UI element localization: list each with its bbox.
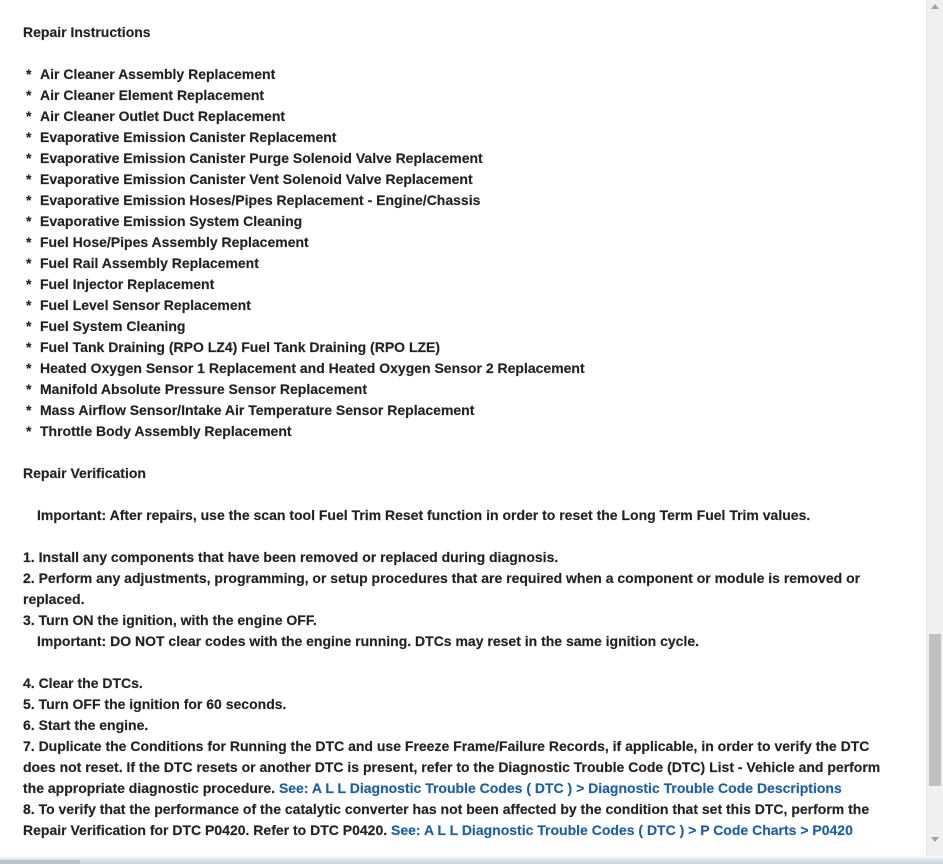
repair-verification-heading: Repair Verification	[23, 465, 146, 481]
repair-instruction-label: Throttle Body Assembly Replacement	[40, 423, 292, 439]
dtc-descriptions-link[interactable]: See: A L L Diagnostic Trouble Codes ( DTC ) > Diagnostic Trouble Code Descriptions	[278, 780, 842, 796]
horizontal-scrollbar[interactable]	[0, 856, 943, 864]
repair-instruction-label: Air Cleaner Outlet Duct Replacement	[40, 108, 286, 124]
asterisk-bullet-icon: *	[26, 213, 32, 229]
verification-step-7	[23, 736, 903, 799]
repair-instruction-label: Evaporative Emission Canister Replacement	[40, 129, 337, 145]
asterisk-bullet-icon: *	[26, 297, 32, 313]
important-note-fuel-trim: Important: After repairs, use the scan tool Fuel Trim Reset function in order to reset the Long Term Fuel Trim values.	[37, 507, 811, 523]
asterisk-bullet-icon: *	[26, 339, 32, 355]
repair-instruction-item	[23, 169, 903, 190]
step-7-text: 7. Duplicate the Conditions for Running the DTC and use Freeze Frame/Failure Records, if applicable, in order to verify the DTC does not reset. If the DTC resets or another DTC is present, refer to the Diagnostic Trouble Code (DTC) List - Vehicle and perform the appropriate diagnostic procedure.	[23, 738, 881, 796]
verification-step: 5. Turn OFF the ignition for 60 seconds.	[23, 696, 287, 712]
asterisk-bullet-icon: *	[26, 108, 32, 124]
asterisk-bullet-icon: *	[26, 171, 32, 187]
repair-instructions-heading: Repair Instructions	[23, 24, 151, 40]
asterisk-bullet-icon: *	[26, 255, 32, 271]
repair-instruction-item	[23, 85, 903, 106]
verification-step: 1. Install any components that have been removed or replaced during diagnosis.	[23, 549, 559, 565]
repair-instruction-label: Air Cleaner Element Replacement	[40, 87, 265, 103]
repair-instruction-item	[23, 64, 903, 85]
asterisk-bullet-icon: *	[26, 129, 32, 145]
verification-steps-4-6	[23, 673, 903, 736]
repair-instruction-label: Evaporative Emission System Cleaning	[40, 213, 303, 229]
asterisk-bullet-icon: *	[26, 192, 32, 208]
verification-step: 3. Turn ON the ignition, with the engine OFF.	[23, 612, 317, 628]
asterisk-bullet-icon: *	[26, 276, 32, 292]
verification-step: 2. Perform any adjustments, programming, or setup procedures that are required when a component or module is removed or replaced.	[23, 570, 861, 607]
repair-instruction-label: Mass Airflow Sensor/Intake Air Temperature Sensor Replacement	[40, 402, 475, 418]
repair-instruction-label: Fuel Injector Replacement	[40, 276, 215, 292]
repair-instruction-label: Evaporative Emission Canister Purge Solenoid Valve Replacement	[40, 150, 483, 166]
scrollbar-thumb[interactable]	[929, 634, 941, 786]
repair-instruction-item	[23, 400, 903, 421]
document-content	[23, 22, 903, 841]
scroll-up-arrow-icon[interactable]	[931, 4, 939, 9]
asterisk-bullet-icon: *	[26, 402, 32, 418]
p0420-link[interactable]: See: A L L Diagnostic Trouble Codes ( DTC ) > P Code Charts > P0420	[391, 822, 853, 838]
repair-instruction-item	[23, 358, 903, 379]
repair-instruction-label: Fuel Hose/Pipes Assembly Replacement	[40, 234, 309, 250]
repair-instruction-item	[23, 274, 903, 295]
repair-instruction-label: Fuel Tank Draining (RPO LZ4) Fuel Tank Draining (RPO LZE)	[40, 339, 441, 355]
verification-step-8	[23, 799, 903, 841]
repair-instruction-label: Air Cleaner Assembly Replacement	[40, 66, 276, 82]
repair-instruction-item	[23, 127, 903, 148]
vertical-scrollbar[interactable]	[926, 0, 943, 864]
verification-step: 4. Clear the DTCs.	[23, 675, 143, 691]
asterisk-bullet-icon: *	[26, 87, 32, 103]
asterisk-bullet-icon: *	[26, 66, 32, 82]
repair-instruction-label: Fuel Rail Assembly Replacement	[40, 255, 259, 271]
asterisk-bullet-icon: *	[26, 381, 32, 397]
asterisk-bullet-icon: *	[26, 234, 32, 250]
asterisk-bullet-icon: *	[26, 360, 32, 376]
repair-instruction-item	[23, 379, 903, 400]
repair-instruction-label: Heated Oxygen Sensor 1 Replacement and Heated Oxygen Sensor 2 Replacement	[40, 360, 585, 376]
horizontal-scrollbar-thumb[interactable]	[0, 860, 80, 864]
asterisk-bullet-icon: *	[26, 318, 32, 334]
repair-instruction-item	[23, 211, 903, 232]
repair-instruction-label: Manifold Absolute Pressure Sensor Replacement	[40, 381, 368, 397]
verification-steps-1-3	[23, 547, 903, 631]
repair-instruction-item	[23, 337, 903, 358]
important-note-clear-codes: Important: DO NOT clear codes with the engine running. DTCs may reset in the same ignition cycle.	[37, 633, 700, 649]
repair-instruction-label: Evaporative Emission Hoses/Pipes Replacement - Engine/Chassis	[40, 192, 481, 208]
repair-instruction-item	[23, 190, 903, 211]
asterisk-bullet-icon: *	[26, 423, 32, 439]
repair-instruction-item	[23, 421, 903, 442]
verification-step: 6. Start the engine.	[23, 717, 149, 733]
repair-instruction-item	[23, 295, 903, 316]
repair-instruction-item	[23, 232, 903, 253]
repair-instruction-item	[23, 253, 903, 274]
repair-instruction-item	[23, 316, 903, 337]
asterisk-bullet-icon: *	[26, 150, 32, 166]
scroll-down-arrow-icon[interactable]	[931, 837, 939, 842]
repair-instruction-item	[23, 106, 903, 127]
repair-instruction-label: Fuel Level Sensor Replacement	[40, 297, 251, 313]
repair-instructions-list	[23, 64, 903, 442]
repair-instruction-label: Fuel System Cleaning	[40, 318, 186, 334]
repair-instruction-label: Evaporative Emission Canister Vent Solenoid Valve Replacement	[40, 171, 473, 187]
repair-instruction-item	[23, 148, 903, 169]
step-8-text: 8. To verify that the performance of the catalytic converter has not been affected by the condition that set this DTC, perform the Repair Verification for DTC P0420. Refer to DTC P0420.	[23, 801, 870, 838]
